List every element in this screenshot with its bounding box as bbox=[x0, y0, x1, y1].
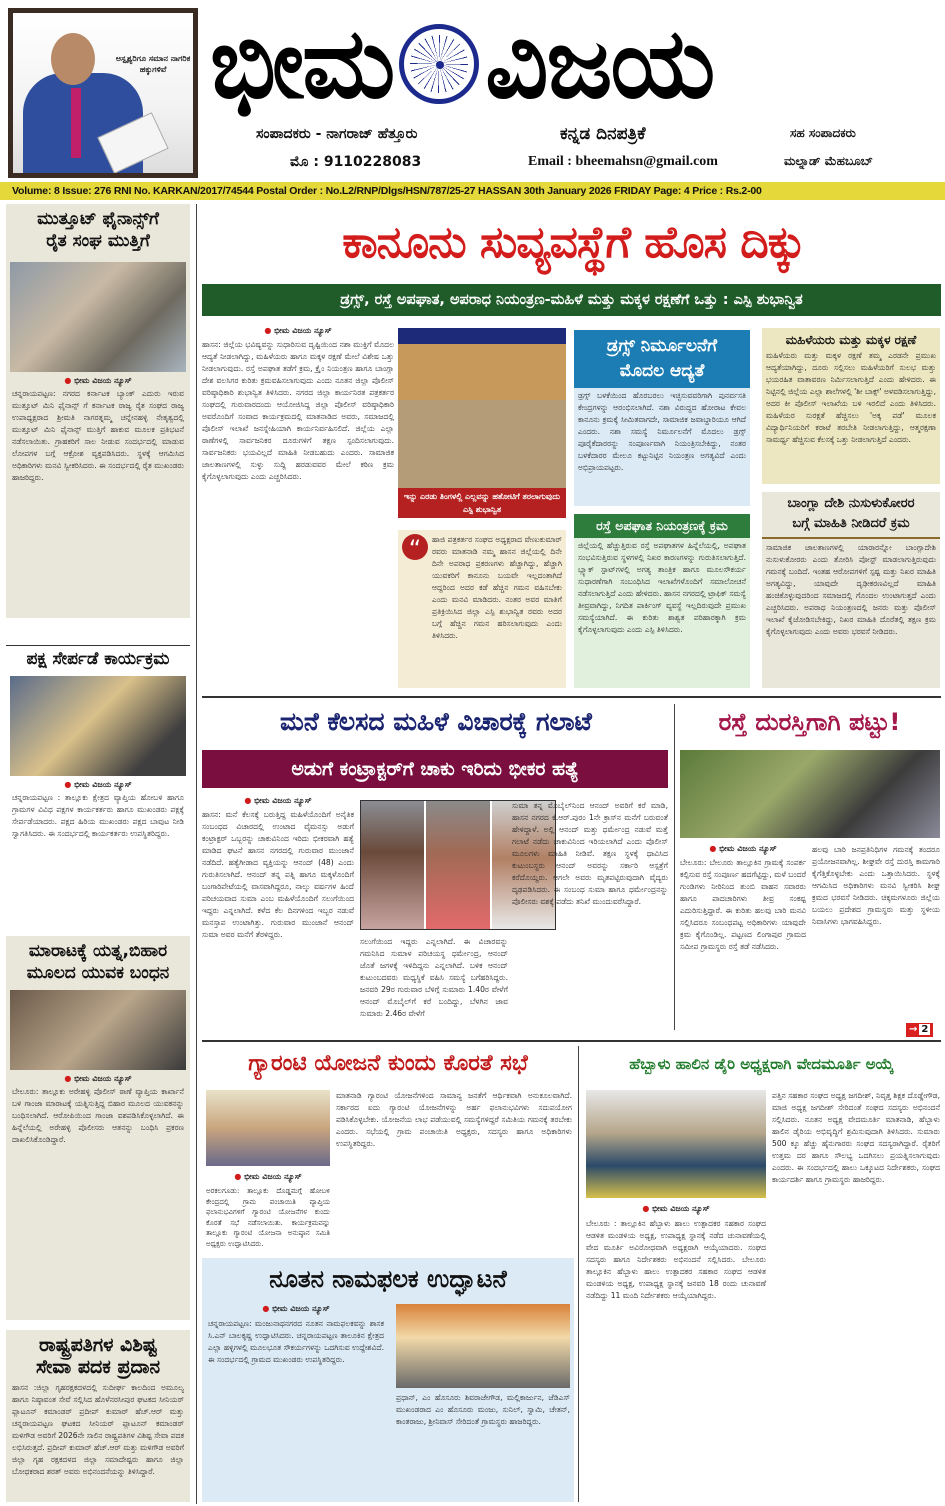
drugs-headline-line1: ಡ್ರಗ್ಸ್ ನಿರ್ಮೂಲನೆಗೆ bbox=[606, 336, 718, 356]
quote-text: ಹಾಜಿ ಪತ್ರಕರ್ತರ ಸಂಘದ ಅಧ್ಯಕ್ಷರಾದ ವೇಣುಕುಮಾರ್ ರವರು ಮಾತನಾಡಿ ನಮ್ಮ ಹಾಸನ ಜಿಲ್ಲೆಯಲ್ಲಿ ದಿನೇ ದಿನೇ ಅಪರಾಧ ಪ್ರಕರಣಗಳು ಹೆಚ್ಚಾಗಿದ್ದು, ಹೆಚ್ಚಾಗಿ ಯುವಕರಿಗೆ ಕಾನೂನು ಬಯವೇ ಇಲ್ಲದಂತಾಗಿದೆ ಆದ್ದರಿಂದ ಅದರ ಕಡೆ ಹೆಚ್ಚಿನ ಗಮನ ವಹಿಸಬೇಕು ಎಂದು ಮನವಿ ಮಾಡಿದರು. ನಂತರ ಅವರ ಮಾತಿಗೆ ಪ್ರತಿಕ್ರಿಯಿಸಿದ ಜಿಲ್ಲಾ ಎಸ್ಪಿ ಶುಭಾನ್ವಿತ ರವರು ಅದರ ಬಗ್ಗೆ ಹೆಚ್ಚಿನ ಗಮನ ಹರಿಸಲಾಗುವುದು ಎಂದು ತಿಳಿಸಿದರು. bbox=[432, 535, 562, 640]
byline: ● ಭೀಮ ವಿಜಯ ನ್ಯೂಸ್ bbox=[208, 1304, 384, 1314]
article-body: ಬೇಲೂರು: ತಾಲ್ಲೂಕು ಅರೇಹಳ್ಳಿ ಪೊಲೀಸ್ ಠಾಣೆ ವ್ಯಾಪ್ತಿಯ ಕಾರ್ಖಾನೆ ಬಳಿ ಗಾಂಜಾ ಮಾರಾಟಕ್ಕೆ ಯತ್ನಿಸುತ್ತಿದ್ದ ಬಿಹಾರ ಮೂಲದ ಯುವಕನನ್ನು ಬಂಧಿಸಲಾಗಿದೆ. ಆರೋಪಿಯಿಂದ ಗಾಂಜಾ ವಶಪಡಿಸಿಕೊಳ್ಳಲಾಗಿದೆ. ಈ ಹಿನ್ನೆಲೆಯಲ್ಲಿ ಅರೇಹಳ್ಳಿ ಪೊಲೀಸರು ಆತನನ್ನು ಬಂಧಿಸಿ ಪ್ರಕರಣ ದಾಖಲಿಸಿಕೊಂಡಿದ್ದಾರೆ. bbox=[12, 1087, 184, 1144]
portrait-tie bbox=[71, 88, 81, 158]
sp-photo-caption: ಇನ್ನು ಎರಡು ತಿಂಗಳಲ್ಲಿ ಎಲ್ಲವನ್ನು ಹತೋಟಿಗೆ ತರಲಾಗುವುದು ಎಸ್ಪಿ ಶುಭಾನ್ವಿತ bbox=[398, 488, 566, 518]
women-box-body: ಮಹಿಳೆಯರು ಮತ್ತು ಮಕ್ಕಳ ರಕ್ಷಣೆ ತಮ್ಮ ಎರಡನೇ ಪ್ರಮುಖ ಆದ್ಯತೆಯಾಗಿದ್ದು, ದೂರು ಸಲ್ಲಿಸಲು ಮಹಿಳೆಯರಿಗೆ ಸುಲಭ ಮತ್ತು ಭಯರಹಿತ ವಾತಾವರಣ ನಿರ್ಮಿಸಲಾಗುತ್ತಿದೆ ಎಂದು ಹೇಳಿದರು. ಈ ನಿಟ್ಟಿನಲ್ಲಿ ಜಿಲ್ಲೆಯ ಎಲ್ಲಾ ಶಾಲೆಗಳಲ್ಲಿ 'ಶೀ ಬಾಕ್ಸ್' ಅಳವಡಿಸಲಾಗುತ್ತಿದ್ದು, ಅದರ ಕೀ ಪೊಲೀಸ್ ಇಲಾಖೆಯ ಬಳಿ ಇರಲಿದೆ ಎಂದು ತಿಳಿಸಿದರು. ಮಹಿಳೆಯರ ಸುರಕ್ಷತೆ ಹೆಚ್ಚಿಸಲು 'ಅಕ್ಕ ಪಡೆ' ಮೂಲಕ ವಿದ್ಯಾರ್ಥಿನಿಯರಿಗೆ ಕರಾಟೆ ತರಬೇತಿ ನೀಡಲಾಗುತ್ತಿದ್ದು, ಆತ್ಮರಕ್ಷಣಾ ಸಾಮರ್ಥ್ಯ ಹೆಚ್ಚಿಸುವ ಕೆಲಸಕ್ಕೆ ಒತ್ತು ನೀಡಲಾಗುತ್ತಿದೆ ಎಂದರು. bbox=[766, 351, 936, 444]
sidebar-headline: ಸೇವಾ ಪದಕ ಪ್ರದಾನ bbox=[35, 1356, 161, 1378]
bangla-headline-line2: ಬಗ್ಗೆ ಮಾಹಿತಿ ನೀಡಿದರೆ ಕ್ರಮ bbox=[762, 514, 940, 539]
article-body: ಹಾಸನ :ಜಿಲ್ಲಾ ಗೃಹರಕ್ಷಕದಳದಲ್ಲಿ ಸುದೀರ್ಘ ಕಾಲದಿಂದ ಅಮೂಲ್ಯ ಹಾಗೂ ನಿಷ್ಠಾವಂತ ಸೇವೆ ಸಲ್ಲಿಸಿದ ಹೊಳೆನರಸೀಪುರ ಘಟಕದ ಸೀನಿಯರ್ ಪ್ಲಾಟೂನ್ ಕಮಾಂಡರ್ ಪ್ರದೀಪ್ ಕುಮಾರ್ ಹೆಚ್.ಆರ್ ಮತ್ತು ಚನ್ನರಾಯಪಟ್ಟಣ ಘಟಕದ ಸೀನಿಯರ್ ಪ್ಲಾಟೂನ್ ಕಮಾಂಡರ್ ಮಳಿಗೌಡ ಅವರಿಗೆ 2026ನೇ ಸಾಲಿನ ರಾಷ್ಟ್ರಪತಿಗಳ ವಿಶಿಷ್ಟ ಸೇವಾ ಪದಕ ಲಭಿಸಿರುತ್ತದೆ. ಪ್ರದೀಪ್ ಕುಮಾರ್ ಹೆಚ್.ಆರ್ ಮತ್ತು ಮಳಿಗೌಡ ಅವರಿಗೆ ಜಿಲ್ಲಾ ಗೃಹ ರಕ್ಷಕದಳದ ಜಿಲ್ಲಾ ಸಮಾದೇಷ್ಟರು ಹಾಗೂ ಜಿಲ್ಲಾ ಬೋಧಕರಾದ ಶರತ್ ಅವರು ಅಭಿನಂದನೆಯನ್ನು ತಿಳಿಸಿದ್ದಾರೆ. bbox=[12, 1383, 184, 1476]
women-protection-box bbox=[762, 328, 940, 484]
newspaper-logo bbox=[210, 8, 940, 120]
portrait-quote: ಅಸ್ಪೃಶ್ಯರಿಗೂ ಸಮಾನ ನಾಗರಿಕ ಹಕ್ಕುಗಳಿವೆ bbox=[115, 54, 191, 74]
co-editor-label: ಸಹ ಸಂಪಾದಕರು bbox=[790, 126, 856, 140]
lead-column-text bbox=[202, 326, 394, 688]
murder-column-mid: ಸಲುಗೆಯಿಂದ ಇದ್ದರು ಎನ್ನಲಾಗಿದೆ. ಈ ವಿಚಾರವನ್ನು ಗಮನಿಸಿದ ಸುಮಾಳ ಪರಿಚಯಸ್ಥ ಧರ್ಮೇಂದ್ರ, ಆನಂದ್ ಜೊತೆ ಜಗಳಕ್ಕೆ ಇಳಿದಿದ್ದನು ಎನ್ನಲಾಗಿದೆ. ಬಳಿಕ ಆನಂದ್ ಕುಟುಂಬದವರು ಮಧ್ಯಸ್ಥಿಕೆ ವಹಿಸಿ ಸಮಸ್ಯೆ ಬಗೆಹರಿಸಿದ್ದರು. ಜನವರಿ 29ರ ಗುರುವಾರ ಬೆಳಿಗ್ಗೆ ಸುಮಾರು 1.40ರ ವೇಳೆಗೆ ಆನಂದ್ ಮೊಬೈಲ್‌ಗೆ ಕರೆ ಬಂದಿದ್ದು, ಬೆಳಗಿನ ಜಾವ ಸುಮಾರು 2.46ರ ವೇಳೆಗೆ bbox=[360, 937, 508, 1018]
byline: ● ಭೀಮ ವಿಜಯ ನ್ಯೂಸ್ bbox=[202, 326, 394, 336]
sidebar-headline: ಪಕ್ಷ ಸೇರ್ಪಡೆ ಕಾರ್ಯಕ್ರಮ bbox=[26, 649, 170, 669]
murder-column-right: ಸುಮಾ ತನ್ನ ಮೊಬೈಲ್‌ನಿಂದ ಆನಂದ್ ಅವರಿಗೆ ಕರೆ ಮಾಡಿ, ಹಾಸನ ನಗರದ ಕೆ.ಆರ್.ಪುರಂ 1ನೇ ಕ್ರಾಸ್‌ನ ಮನೆಗೆ ಬರುವಂತೆ ಹೇಳಿದ್ದಾಳೆ. ಅಲ್ಲಿ ಆನಂದ್ ಮತ್ತು ಧರ್ಮೇಂದ್ರ ನಡುವೆ ಮತ್ತೆ ಗಲಾಟೆ ನಡೆದು ಚಾಕುವಿನಿಂದ ಇರಿಯಲಾಗಿದೆ ಎಂದು ಪೊಲೀಸ್ ಮೂಲಗಳು ಮಾಹಿತಿ ನೀಡಿವೆ. ತಕ್ಷಣ ಸ್ಥಳಕ್ಕೆ ಧಾವಿಸಿದ ಕುಟುಂಬಸ್ಥರು ಆನಂದ್ ಅವರನ್ನು ಸರ್ಕಾರಿ ಆಸ್ಪತ್ರೆಗೆ ಕರೆದೊಯ್ದರು. ಆಗಲೇ ಅವರು ಮೃತಪಟ್ಟಿರುವುದಾಗಿ ವೈದ್ಯರು ದೃಢಪಡಿಸಿದರು. ಈ ಸಂಬಂಧ ಸುಮಾ ಹಾಗೂ ಧರ್ಮೇಂದ್ರನನ್ನು ಪೊಲೀಸರು ವಶಕ್ಕೆ ಪಡೆದು ತನಿಖೆ ಮುಂದುವರೆಸಿದ್ದಾರೆ. bbox=[512, 801, 668, 906]
quote-box bbox=[398, 530, 566, 688]
guarantee-column-left: ಅರಕಲಗೂಡು: ತಾಲ್ಲೂಕು ದೊಡ್ಡಮಗ್ಗೆ ಹೋಬಳಿ ಕೇಂದ್ರದಲ್ಲಿ ಗ್ರಾಮ ಪಂಚಾಯಿತಿ ವ್ಯಾಪ್ತಿಯ ಫಲಾನುಭವಿಗಳಿಗೆ ಗ್ಯಾರಂಟಿ ಯೋಜನೆಗಳ ಕುಂದು ಕೊರತೆ ಸಭೆ ನಡೆಸಲಾಯಿತು. ಕಾರ್ಯಕ್ರಮವನ್ನು ತಾಲ್ಲೂಕು ಗ್ಯಾರಂಟಿ ಯೋಜನಾ ಅನುಷ್ಠಾನ ಸಮಿತಿ ಅಧ್ಯಕ್ಷರು ಉದ್ಘಾಟಿಸಿದರು. bbox=[206, 1187, 330, 1248]
nameplate-story bbox=[202, 1258, 574, 1502]
road-box-body: ಜಿಲ್ಲೆಯಲ್ಲಿ ಹೆಚ್ಚುತ್ತಿರುವ ರಸ್ತೆ ಅಪಘಾತಗಳ ಹಿನ್ನೆಲೆಯಲ್ಲಿ, ಅಪಘಾತ ಸಂಭವಿಸುತ್ತಿರುವ ಸ್ಥಳಗಳಲ್ಲಿ ನಿಖರ ಕಾರಣಗಳನ್ನು ಗುರುತಿಸಲಾಗುತ್ತಿದೆ. ಬ್ಲ್ಯಾಕ್ ಸ್ಪಾಟ್‌ಗಳಲ್ಲಿ ಅಗತ್ಯ ತಾಂತ್ರಿಕ ಹಾಗೂ ಮೂಲಸೌಕರ್ಯ ಸುಧಾರಣೆಗಾಗಿ ಸಂಬಂಧಿಸಿದ ಇಲಾಖೆಗಳೊಂದಿಗೆ ಸಮಾಲೋಚನೆ ನಡೆಸಲಾಗುತ್ತಿದೆ ಎಂದು ಹೇಳಿದರು. ಹಾಸನ ನಗರದಲ್ಲಿ ಟ್ರಾಫಿಕ್ ಸಮಸ್ಯೆ ತೀವ್ರವಾಗಿದ್ದು, ನಿಗದಿತ ಪಾರ್ಕಿಂಗ್ ವ್ಯವಸ್ಥೆ ಇಲ್ಲದಿರುವುದೇ ಪ್ರಮುಖ ಸಮಸ್ಯೆಯಾಗಿದೆ. ಈ ಕುರಿತು ಶಾಶ್ವತ ಪರಿಹಾರಕ್ಕಾಗಿ ಕ್ರಮ ಕೈಗೊಳ್ಳಲಾಗುವುದು ಎಂದು ಎಸ್ಪಿ ತಿಳಿಸಿದರು. bbox=[578, 541, 746, 634]
byline: ● ಭೀಮ ವಿಜಯ ನ್ಯೂಸ್ bbox=[680, 844, 806, 854]
drugs-box bbox=[574, 330, 750, 506]
byline: ● ಭೀಮ ವಿಜಯ ನ್ಯೂಸ್ bbox=[206, 1172, 330, 1182]
section-divider bbox=[6, 645, 190, 646]
road-accident-box bbox=[574, 514, 750, 688]
column-divider bbox=[196, 204, 197, 1504]
section-divider bbox=[202, 1040, 941, 1042]
byline: ● ಭೀಮ ವಿಜಯ ನ್ಯೂಸ್ bbox=[202, 796, 354, 806]
issue-info-bar: Volume: 8 Issue: 276 RNI No. KARKAN/2017/74544 Postal Order : No.L2/RNP/Dlgs/HSN/787/25-27 HASSAN 30th January 2026 FRIDAY Page: 4 Price : Rs.2-00 bbox=[0, 182, 945, 200]
continued-page-badge[interactable] bbox=[906, 1023, 933, 1037]
road-box-headline: ರಸ್ತೆ ಅಪಘಾತ ನಿಯಂತ್ರಣಕ್ಕೆ ಕ್ರಮ bbox=[574, 514, 750, 538]
guarantee-headline: ಗ್ಯಾರಂಟಿ ಯೋಜನೆ ಕುಂದು ಕೊರತೆ ಸಭೆ bbox=[248, 1051, 528, 1076]
nameplate-column-left: ಚನ್ನರಾಯಪಟ್ಟಣ: ಮಂಜುನಾಥನಗರದ ನೂತನ ನಾಮಫಲಕವನ್ನು ಶಾಸಕ ಸಿ.ಎನ್ ಬಾಲಕೃಷ್ಣ ಉದ್ಘಾಟಿಸಿದರು. ಚನ್ನರಾಯಪಟ್ಟಣ ತಾಲೂಕಿನ ಕ್ಷೇತ್ರದ ಎಲ್ಲಾ ಹಳ್ಳಿಗಳಲ್ಲಿ ಮೂಲಭೂತ ಸೌಕರ್ಯಗಳನ್ನು ಒದಗಿಸುವ ಉದ್ದೇಶವಿದೆ. ಈ ಸಂದರ್ಭದಲ್ಲಿ ಗ್ರಾಮದ ಮುಖಂಡರು ಉಪಸ್ಥಿತರಿದ್ದರು. bbox=[208, 1319, 384, 1364]
byline: ● ಭೀಮ ವಿಜಯ ನ್ಯೂಸ್ bbox=[6, 1074, 190, 1084]
byline: ● ಭೀಮ ವಿಜಯ ನ್ಯೂಸ್ bbox=[6, 780, 190, 790]
editor-name: ಸಂಪಾದಕರು - ನಾಗರಾಜ್ ಹೆತ್ತೂರು bbox=[256, 126, 418, 142]
road-protest-column-left bbox=[680, 844, 806, 1024]
section-divider bbox=[202, 696, 941, 698]
accused-woman-photo bbox=[426, 801, 489, 929]
arrow-right-icon: → bbox=[909, 1024, 918, 1035]
sidebar-headline: ರಾಷ್ಟ್ರಪತಿಗಳ ವಿಶಿಷ್ಟ bbox=[38, 1334, 158, 1356]
article-body: ಹಾಸನ: ಜಿಲ್ಲೆಯ ಭವಿಷ್ಯವನ್ನು ಸುಧಾರಿಸುವ ದೃಷ್ಟಿಯಿಂದ ನಶಾ ಮುಕ್ತಿಗೆ ಮೊದಲ ಆದ್ಯತೆ ನೀಡಲಾಗಿದ್ದು, ಮಹಿಳೆಯರು ಹಾಗೂ ಮಕ್ಕಳ ರಕ್ಷಣೆ ಮೇಲೆ ವಿಶೇಷ ಒತ್ತು ನೀಡಲಾಗುವುದು. ರಸ್ತೆ ಅಪಘಾತ ತಡೆಗೆ ಕ್ರಮ, ಕ್ರೈಂ ನಿಯಂತ್ರಣ ಹಾಗೂ ಬಾಂಗ್ಲಾ ದೇಶ ವಲಸಿಗರ ಕುರಿತು ಕ್ರಮವಹಿಸಲಾಗುವುದು ಎಂದು ನೂತನ ಜಿಲ್ಲಾ ಪೊಲೀಸ್ ವರಿಷ್ಠಾಧಿಕಾರಿ ಶುಭಾನ್ವಿತ ತಿಳಿಸಿದರು. ನಗರದ ಜಿಲ್ಲಾ ಕಾರ್ಯನಿರತ ಪತ್ರಕರ್ತರ ಸಂಘದಲ್ಲಿ ಗುರುವಾರದಂದು ಆಯೋಜಿಸಿದ್ದ ಜಿಲ್ಲಾ ಪೊಲೀಸ್ ವರಿಷ್ಠಾಧಿಕಾರಿ ಅವರೊಂದಿಗೆ ಸಂವಾದ ಕಾರ್ಯಕ್ರಮದಲ್ಲಿ ಮಾತನಾಡಿದ ಅವರು, ಸಮಾಜದಲ್ಲಿ ಪೊಲೀಸ್ ಇಲಾಖೆ ಜನಸ್ನೇಹಿಯಾಗಿ ಕಾರ್ಯನಿರ್ವಹಿಸಲಿದೆ. ಜಿಲ್ಲೆಯ ಎಲ್ಲಾ ಠಾಣೆಗಳಲ್ಲಿ ಸಾರ್ವಜನಿಕರ ದೂರುಗಳಿಗೆ ತಕ್ಷಣ ಸ್ಪಂದಿಸಲಾಗುವುದು. ಸಾರ್ವಜನಿಕರು ಭಯವಿಲ್ಲದೆ ಮಾಹಿತಿ ನೀಡಬಹುದು ಎಂದರು. ಸಾಮಾಜಿಕ ಜಾಲತಾಣಗಳಲ್ಲಿ ಸುಳ್ಳು ಸುದ್ದಿ ಹರಡುವವರ ಮೇಲೆ ಕಠಿಣ ಕ್ರಮ ಕೈಗೊಳ್ಳಲಾಗುವುದು ಎಂದು ಎಚ್ಚರಿಸಿದರು. bbox=[202, 340, 394, 481]
co-editor-name: ಮಲ್ನಾಡ್ ಮೆಹಬೂಬ್ bbox=[784, 154, 873, 168]
arrest-photo bbox=[10, 990, 186, 1070]
article-body: ಬೇಲೂರು: ಬೇಲೂರು ತಾಲ್ಲೂಕಿನ ಗ್ರಾಮಕ್ಕೆ ಸಂಪರ್ಕ ಕಲ್ಪಿಸುವ ರಸ್ತೆ ಸಂಪೂರ್ಣ ಹದಗೆಟ್ಟಿದ್ದು, ಮಳೆ ಬಂದರೆ ಗುಂಡಿಗಳು ನೀರಿನಿಂದ ತುಂಬಿ ವಾಹನ ಸವಾರರು ಹಾಗೂ ಪಾದಚಾರಿಗಳು ತೀವ್ರ ಸಂಕಷ್ಟ ಎದುರಿಸುತ್ತಿದ್ದಾರೆ. ಈ ಕುರಿತು ಹಲವು ಬಾರಿ ಮನವಿ ಸಲ್ಲಿಸಿದರೂ ಸಂಬಂಧಪಟ್ಟ ಅಧಿಕಾರಿಗಳು ಯಾವುದೇ ಕ್ರಮ ಕೈಗೊಂಡಿಲ್ಲ. ಪಟ್ಟಣದ ಲಿಂಗಾಪುರ ಗ್ರಾಮದ ಸಮೀಪ ಗ್ರಾಮಸ್ಥರು ರಸ್ತೆ ತಡೆ ನಡೆಸಿದರು. bbox=[680, 858, 806, 951]
sidebar-story-medal bbox=[6, 1330, 190, 1502]
sidebar-headline: ಮುತ್ತೂಟ್ ಫೈನಾನ್ಸ್‌ಗೆ bbox=[37, 209, 159, 229]
drugs-box-headline bbox=[574, 330, 750, 388]
sp-shubhanvitha-photo bbox=[398, 328, 566, 488]
sidebar-headline: ಮಾರಾಟಕ್ಕೆ ಯತ್ನ,ಬಿಹಾರ bbox=[28, 941, 168, 961]
guarantee-column-right: ಮಾತನಾಡಿ ಗ್ಯಾರಂಟಿ ಯೋಜನೆಗಳಿಂದ ಸಾಮಾನ್ಯ ಜನತೆಗೆ ಆರ್ಥಿಕವಾಗಿ ಅನುಕೂಲವಾಗಿದೆ. ಸರ್ಕಾರದ ಐದು ಗ್ಯಾರಂಟಿ ಯೋಜನೆಗಳನ್ನು ಅರ್ಹ ಫಲಾನುಭವಿಗಳು ಸದುಪಯೋಗ ಪಡಿಸಿಕೊಳ್ಳಬೇಕು. ಯೋಜನೆಯ ಲಾಭ ಪಡೆಯುವಲ್ಲಿ ಸಮಸ್ಯೆಗಳಿದ್ದರೆ ಸಮಿತಿಯ ಗಮನಕ್ಕೆ ತರಬೇಕು ಎಂದರು. ಸಭೆಯಲ್ಲಿ ಗ್ರಾಮ ಪಂಚಾಯಿತಿ ಅಧ್ಯಕ್ಷರು, ಸದಸ್ಯರು ಹಾಗೂ ಅಧಿಕಾರಿಗಳು ಉಪಸ್ಥಿತರಿದ್ದರು. bbox=[336, 1091, 572, 1148]
article-body: ಚನ್ನರಾಯಪಟ್ಟಣ : ತಾಲ್ಲೂಕು ಕ್ಷೇತ್ರದ ವ್ಯಾಪ್ತಿಯ ಹೋಬಳಿ ಹಾಗೂ ಗ್ರಾಮಗಳ ವಿವಿಧ ಪಕ್ಷಗಳ ಕಾರ್ಯಕರ್ತರು ಹಾಗೂ ಮುಖಂಡರು ಪಕ್ಷಕ್ಕೆ ಸೇರ್ಪಡೆಯಾದರು. ಪಕ್ಷದ ಹಿರಿಯ ಮುಖಂಡರು ಪಕ್ಷದ ಬಾವುಟ ನೀಡಿ ಸ್ವಾಗತಿಸಿದರು. ಈ ಸಂದರ್ಭದಲ್ಲಿ ಕಾರ್ಯಕರ್ತರು ಉಪಸ್ಥಿತರಿದ್ದರು. bbox=[12, 793, 184, 838]
sidebar-story-arrest bbox=[6, 936, 190, 1320]
sp-photo-block bbox=[398, 328, 566, 528]
lead-subheadline: ಡ್ರಗ್ಸ್, ರಸ್ತೆ ಅಪಘಾತ, ಅಪರಾಧ ನಿಯಂತ್ರಣ-ಮಹಿಳೆ ಮತ್ತು ಮಕ್ಕಳ ರಕ್ಷಣೆಗೆ ಒತ್ತು : ಎಸ್ಪಿ ಶುಭಾನ್ವಿತ bbox=[202, 284, 941, 316]
road-protest-headline: ರಸ್ತೆ ದುರಸ್ತಿಗಾಗಿ ಪಟ್ಟು! bbox=[718, 708, 901, 736]
logo-right-text: ವಿಜಯ bbox=[485, 7, 714, 121]
murder-subheadline: ಅಡುಗೆ ಕಂಟ್ರಾಕ್ಟರ್‌ಗೆ ಚಾಕು ಇರಿದು ಭೀಕರ ಹತ್ಯೆ bbox=[202, 750, 668, 788]
dairy-column-right: ಪತ್ತಿನ ಸಹಕಾರ ಸಂಘದ ಅಧ್ಯಕ್ಷ ಜಗದೀಶ್, ನಿವೃತ್ತ ಶಿಕ್ಷಕ ದೊಡ್ಡೇಗೌಡ, ಮಾಜಿ ಅಧ್ಯಕ್ಷ ಜಗದೀಶ್ ಸೇರಿದಂತೆ ಸಂಘದ ಸದಸ್ಯರು ಅಭಿನಂದನೆ ಸಲ್ಲಿಸಿದರು. ನೂತನ ಅಧ್ಯಕ್ಷ ವೇದಮೂರ್ತಿ ಮಾತನಾಡಿ, ಹೆಬ್ಬಾಳು ಹಾಲಿನ ಡೈರಿಯ ಅಭಿವೃದ್ಧಿಗೆ ಶ್ರಮಿಸುವುದಾಗಿ ತಿಳಿಸಿದರು. ಸುಮಾರು 500 ಕ್ಕೂ ಹೆಚ್ಚು ಹೈನುಗಾರರು ಸಂಘದ ಸದಸ್ಯರಾಗಿದ್ದಾರೆ. ರೈತರಿಗೆ ಉತ್ತಮ ದರ ಹಾಗೂ ಸೌಲಭ್ಯ ಒದಗಿಸಲು ಪ್ರಯತ್ನಿಸಲಾಗುವುದು ಎಂದರು. ಈ ಸಂದರ್ಭದಲ್ಲಿ ಹಾಲು ಒಕ್ಕೂಟದ ನಿರ್ದೇಶಕರು, ಸಂಘದ ಕಾರ್ಯದರ್ಶಿ ಹಾಗೂ ಗ್ರಾಮಸ್ಥರು ಹಾಜರಿದ್ದರು. bbox=[772, 1091, 940, 1184]
sidebar-story-muthoot bbox=[6, 204, 190, 618]
sidebar-headline: ಮೂಲದ ಯುವಕ ಬಂಧನ bbox=[26, 963, 170, 983]
quote-mark-icon: “ bbox=[402, 534, 428, 560]
ashoka-chakra-icon bbox=[399, 24, 479, 104]
logo-left-text: ಭೀಮ bbox=[210, 7, 394, 121]
ambedkar-portrait bbox=[8, 8, 198, 178]
muthoot-protest-photo bbox=[10, 262, 186, 372]
column-divider bbox=[674, 704, 675, 1030]
sidebar-story-party bbox=[6, 648, 190, 928]
byline: ● ಭೀಮ ವಿಜಯ ನ್ಯೂಸ್ bbox=[6, 376, 190, 386]
murder-column-left bbox=[202, 796, 354, 1028]
lead-headline: ಕಾನೂನು ಸುವ್ಯವಸ್ಥೆಗೆ ಹೊಸ ದಿಕ್ಕು bbox=[342, 217, 805, 268]
women-box-headline: ಮಹಿಳೆಯರು ಮತ್ತು ಮಕ್ಕಳ ರಕ್ಷಣೆ bbox=[785, 333, 917, 347]
bangla-headline-line1: ಬಾಂಗ್ಲಾ ದೇಶಿ ನುಸುಳುಕೋರರ bbox=[787, 496, 915, 511]
bangla-box-body: ಸಾಮಾಜಿಕ ಜಾಲತಾಣಗಳಲ್ಲಿ ಯಾರಾರನ್ನೋ ಬಾಂಗ್ಲಾದೇಶಿ ನುಸುಳುಕೋರರು ಎಂದು ತೋರಿಸಿ ಪೋಸ್ಟ್ ಮಾಡಲಾಗುತ್ತಿರುವುದು ಗಮನಕ್ಕೆ ಬಂದಿದೆ. ಇಂತಹ ಆರೋಪಗಳಿಗೆ ಸ್ಪಷ್ಟ ಮತ್ತು ನಿಖರ ಮಾಹಿತಿ ಅಗತ್ಯವಿದ್ದು, ಯಾವುದೇ ದೃಢೀಕರಣವಿಲ್ಲದೆ ಮಾಹಿತಿ ಹಂಚಿಕೊಳ್ಳುವುದರಿಂದ ಸಮಾಜದಲ್ಲಿ ಗೊಂದಲ ಉಂಟಾಗುತ್ತದೆ ಎಂದು ಎಚ್ಚರಿಸಿದರು. ಅಪರಾಧ ನಿಯಂತ್ರಣದಲ್ಲಿ ಜನರು ಮತ್ತು ಪೊಲೀಸ್ ಇಲಾಖೆ ಕೈಜೋಡಿಸಬೇಕಿದ್ದು, ನಿಖರ ಮಾಹಿತಿ ದೊರೆತಲ್ಲಿ ತಕ್ಷಣ ಕ್ರಮ ಕೈಗೊಳ್ಳಲಾಗುವುದು ಎಂದು ಅವರು ಭರವಸೆ ನೀಡಿದರು. bbox=[766, 543, 936, 636]
paper-type: ಕನ್ನಡ ದಿನಪತ್ರಿಕೆ bbox=[560, 124, 646, 144]
guarantee-meeting-photo bbox=[206, 1090, 330, 1166]
article-body: ಹಾಸನ: ಮನೆ ಕೆಲಸಕ್ಕೆ ಬರುತ್ತಿದ್ದ ಮಹಿಳೆಯೊಂದಿಗೆ ಅನೈತಿಕ ಸಂಬಂಧದ ವಿಚಾರದಲ್ಲಿ ಉಂಟಾದ ವೈಮನಸ್ಸು ಅಡುಗೆ ಕಂಟ್ರಾಕ್ಟರ್ ಒಬ್ಬರನ್ನು ಚಾಕುವಿನಿಂದ ಇರಿದು ಭೀಕರವಾಗಿ ಹತ್ಯೆ ಮಾಡಿದ ಘಟನೆ ಹಾಸನ ನಗರದಲ್ಲಿ ಗುರುವಾರ ಮುಂಜಾನೆ ನಡೆದಿದೆ. ಹತ್ಯೆಗೀಡಾದ ವ್ಯಕ್ತಿಯನ್ನು ಆನಂದ್ (48) ಎಂದು ಗುರುತಿಸಲಾಗಿದೆ. ಆನಂದ್ ತನ್ನ ಪತ್ನಿ ಹಾಗೂ ಮಕ್ಕಳೊಂದಿಗೆ ಬಂಗಾರಿಪೇಟೆಯಲ್ಲಿ ವಾಸವಾಗಿದ್ದರೂ, ನಾಲ್ಕು ವರ್ಷಗಳ ಹಿಂದೆ ಪರಿಚಯವಾದ ಸುಮಾ ಎಂಬ ಮಹಿಳೆಯೊಂದಿಗೆ ಸಲುಗೆಯಿಂದ ಇದ್ದರು ಎನ್ನಲಾಗಿದೆ. ಕಳೆದ ಕೆಲ ದಿನಗಳಿಂದ ಇಬ್ಬರ ನಡುವೆ ಮನಸ್ತಾಪ ಉಂಟಾಗಿತ್ತು. ಗುರುವಾರ ಮುಂಜಾನೆ ಆನಂದ್ ಸುಮಾ ಅವರ ಮನೆಗೆ ತೆರಳಿದ್ದರು. bbox=[202, 810, 354, 939]
nameplate-column-right: ಪ್ರಧಾನ್, ಎಂ ಹೊಸೂರು ಶಿವರಾಜೇಗೌಡ, ಮಲ್ಲಿಕಾರ್ಜುನ, ಜೆಡಿಎಸ್ ಮುಖಂಡರಾದ ಎಂ ಹೊಸೂರು ಮಂಜು, ಸುನಿಲ್, ಸ್ವಾಮಿ, ಚೇತನ್, ಕಾಂತರಾಜು, ಶ್ರೀನಿವಾಸ್ ಸೇರಿದಂತೆ ಗ್ರಾಮಸ್ಥರು ಹಾಜರಿದ್ದರು. bbox=[396, 1393, 570, 1426]
continued-page-number: 2 bbox=[921, 1024, 929, 1035]
bangladeshi-box bbox=[762, 492, 940, 688]
article-body: ಚನ್ನರಾಯಪಟ್ಟಣ: ನಗರದ ಕರ್ನಾಟಕ ಬ್ಯಾಂಕ್ ಎದುರು ಇರುವ ಮುತ್ತೂಟ್ ಮಿನಿ ಫೈನಾನ್ಸ್ ಗೆ ಕರ್ನಾಟಕ ರಾಜ್ಯ ರೈತ ಸಂಘದ ರಾಜ್ಯ ಉಪಾಧ್ಯಕ್ಷರಾದ ಶ್ರೀಮತಿ ನಾಗರತ್ನಮ್ಮ ಚನ್ನೇನಹಳ್ಳಿ ನೇತೃತ್ವದಲ್ಲಿ ಮುತ್ತೂಟ್ ಮಿನಿ ಫೈನಾನ್ಸ್ ಮುತ್ತಿಗೆ ಹಾಕುವ ಮೂಲಕ ಪ್ರತಿಭಟನೆ ನಡೆಸಲಾಯಿತು. ಗ್ರಾಹಕರಿಗೆ ಸಾಲ ನೀಡುವ ಸಂದರ್ಭದಲ್ಲಿ ಮಾಡುವ ಲೋಪಗಳ ಬಗ್ಗೆ ಆಕ್ರೋಶ ವ್ಯಕ್ತಪಡಿಸಿದರು. ಸ್ಥಳಕ್ಕೆ ಆಗಮಿಸಿದ ಅಧಿಕಾರಿಗಳು ಮನವಿ ಸ್ವೀಕರಿಸಿದರು. ಈ ಸಂದರ್ಭದಲ್ಲಿ ರೈತ ಮುಖಂಡರು ಹಾಜರಿದ್ದರು. bbox=[12, 389, 184, 482]
sidebar-headline: ರೈತ ಸಂಘ ಮುತ್ತಿಗೆ bbox=[46, 231, 150, 251]
masthead bbox=[0, 0, 945, 180]
road-protest-column-right: ಹಲವು ಬಾರಿ ಜನಪ್ರತಿನಿಧಿಗಳ ಗಮನಕ್ಕೆ ತಂದರೂ ಪ್ರಯೋಜನವಾಗಿಲ್ಲ. ಶೀಘ್ರವೇ ರಸ್ತೆ ದುರಸ್ತಿ ಕಾಮಗಾರಿ ಕೈಗೆತ್ತಿಕೊಳ್ಳಬೇಕು ಎಂದು ಒತ್ತಾಯಿಸಿದರು. ಸ್ಥಳಕ್ಕೆ ಆಗಮಿಸಿದ ಅಧಿಕಾರಿಗಳು ಮನವಿ ಸ್ವೀಕರಿಸಿ ಶೀಘ್ರ ಕ್ರಮದ ಭರವಸೆ ನೀಡಿದರು. ಚಿಕ್ಕಮಗಳೂರು ಜಿಲ್ಲೆಯ ಬಯಲು ಪ್ರದೇಶದ ಗ್ರಾಮಸ್ಥರು ಮತ್ತು ಸ್ಥಳೀಯ ನಿವಾಸಿಗಳು ಭಾಗವಹಿಸಿದ್ದರು. bbox=[812, 845, 940, 926]
editor-phone: ಮೊ : 9110228083 bbox=[290, 154, 422, 170]
column-divider bbox=[578, 1046, 579, 1502]
nameplate-inauguration-photo bbox=[396, 1304, 570, 1388]
road-protest-photo bbox=[680, 750, 940, 838]
accused-man-photo bbox=[361, 801, 424, 929]
dairy-column-left: ಬೇಲೂರು : ತಾಲ್ಲೂಕಿನ ಹೆಬ್ಬಾಳು ಹಾಲು ಉತ್ಪಾದಕರ ಸಹಕಾರ ಸಂಘದ ಆಡಳಿತ ಮಂಡಳಿಯ ಅಧ್ಯಕ್ಷ, ಉಪಾಧ್ಯಕ್ಷ ಸ್ಥಾನಕ್ಕೆ ನಡೆದ ಚುನಾವಣೆಯಲ್ಲಿ ವೇದ ಮೂರ್ತಿ ಅವಿರೋಧವಾಗಿ ಅಧ್ಯಕ್ಷರಾಗಿ ಆಯ್ಕೆಯಾದರು. ಸಂಘದ ಸದಸ್ಯರು ಹಾಗೂ ನಿರ್ದೇಶಕರು ಅಭಿನಂದನೆ ಸಲ್ಲಿಸಿದರು. ಬೇಲೂರು ತಾಲ್ಲೂಕಿನ ಹೆಬ್ಬಾಳು ಹಾಲು ಉತ್ಪಾದಕರ ಸಹಕಾರ ಸಂಘದ ಆಡಳಿತ ಮಂಡಳಿಯ ಅಧ್ಯಕ್ಷ, ಉಪಾಧ್ಯಕ್ಷ ಸ್ಥಾನಕ್ಕೆ ಜನವರಿ 18 ರಂದು ಚುನಾವಣೆ ನಡೆದಿದ್ದು 11 ಮಂದಿ ನಿರ್ದೇಶಕರು ಆಯ್ಕೆಯಾಗಿದ್ದರು. bbox=[586, 1219, 766, 1300]
portrait-head bbox=[51, 33, 95, 85]
drugs-headline-line2: ಮೊದಲ ಆದ್ಯತೆ bbox=[619, 361, 705, 381]
dairy-headline: ಹೆಬ್ಬಾಳು ಹಾಲಿನ ಡೈರಿ ಅಧ್ಯಕ್ಷರಾಗಿ ವೇದಮೂರ್ತಿ ಅಯ್ಕೆ bbox=[629, 1055, 894, 1073]
murder-headline: ಮನೆ ಕೆಲಸದ ಮಹಿಳೆ ವಿಚಾರಕ್ಕೆ ಗಲಾಟೆ bbox=[280, 707, 592, 736]
dairy-president-photo bbox=[586, 1090, 766, 1198]
nameplate-headline: ನೂತನ ನಾಮಫಲಕ ಉದ್ಘಾಟನೆ bbox=[269, 1265, 507, 1293]
party-joining-photo bbox=[10, 676, 186, 776]
byline: ● ಭೀಮ ವಿಜಯ ನ್ಯೂಸ್ bbox=[586, 1204, 766, 1214]
email-address[interactable]: Email : bheemahsn@gmail.com bbox=[528, 154, 718, 169]
drugs-box-body: ಡ್ರಗ್ಸ್ ಬಳಕೆಯಿಂದ ಹೊರಬರಲು ಇಚ್ಛಿಸುವವರಿಗಾಗಿ ಪುನರ್ವಸತಿ ಕೇಂದ್ರಗಳನ್ನು ಆರಂಭಿಸಲಾಗಿದೆ. ನಶಾ ವಿರುದ್ಧದ ಹೋರಾಟ ಕೇವಲ ಕಾನೂನು ಕ್ರಮಕ್ಕೆ ಸೀಮಿತವಾಗದೇ, ಸಾಮಾಜಿಕ ಜವಾಬ್ದಾರಿಯೂ ಆಗಿದೆ ಎಂದರು. ನಶಾ ಸಮಸ್ಯೆ ನಿರ್ಮೂಲನೆಗೆ ಮೊದಲು ಡ್ರಗ್ಸ್ ಪೂರೈಕೆದಾರರನ್ನು ಸಂಪೂರ್ಣವಾಗಿ ನಿಯಂತ್ರಿಸಬೇಕಿದ್ದು, ನಂತರ ಬಳಕೆದಾರರ ಮೇಲೂ ಕಟ್ಟುನಿಟ್ಟಿನ ನಿಯಂತ್ರಣ ಅಗತ್ಯವಿದೆ ಎಂದು ಅಭಿಪ್ರಾಯಪಟ್ಟರು. bbox=[578, 391, 746, 472]
